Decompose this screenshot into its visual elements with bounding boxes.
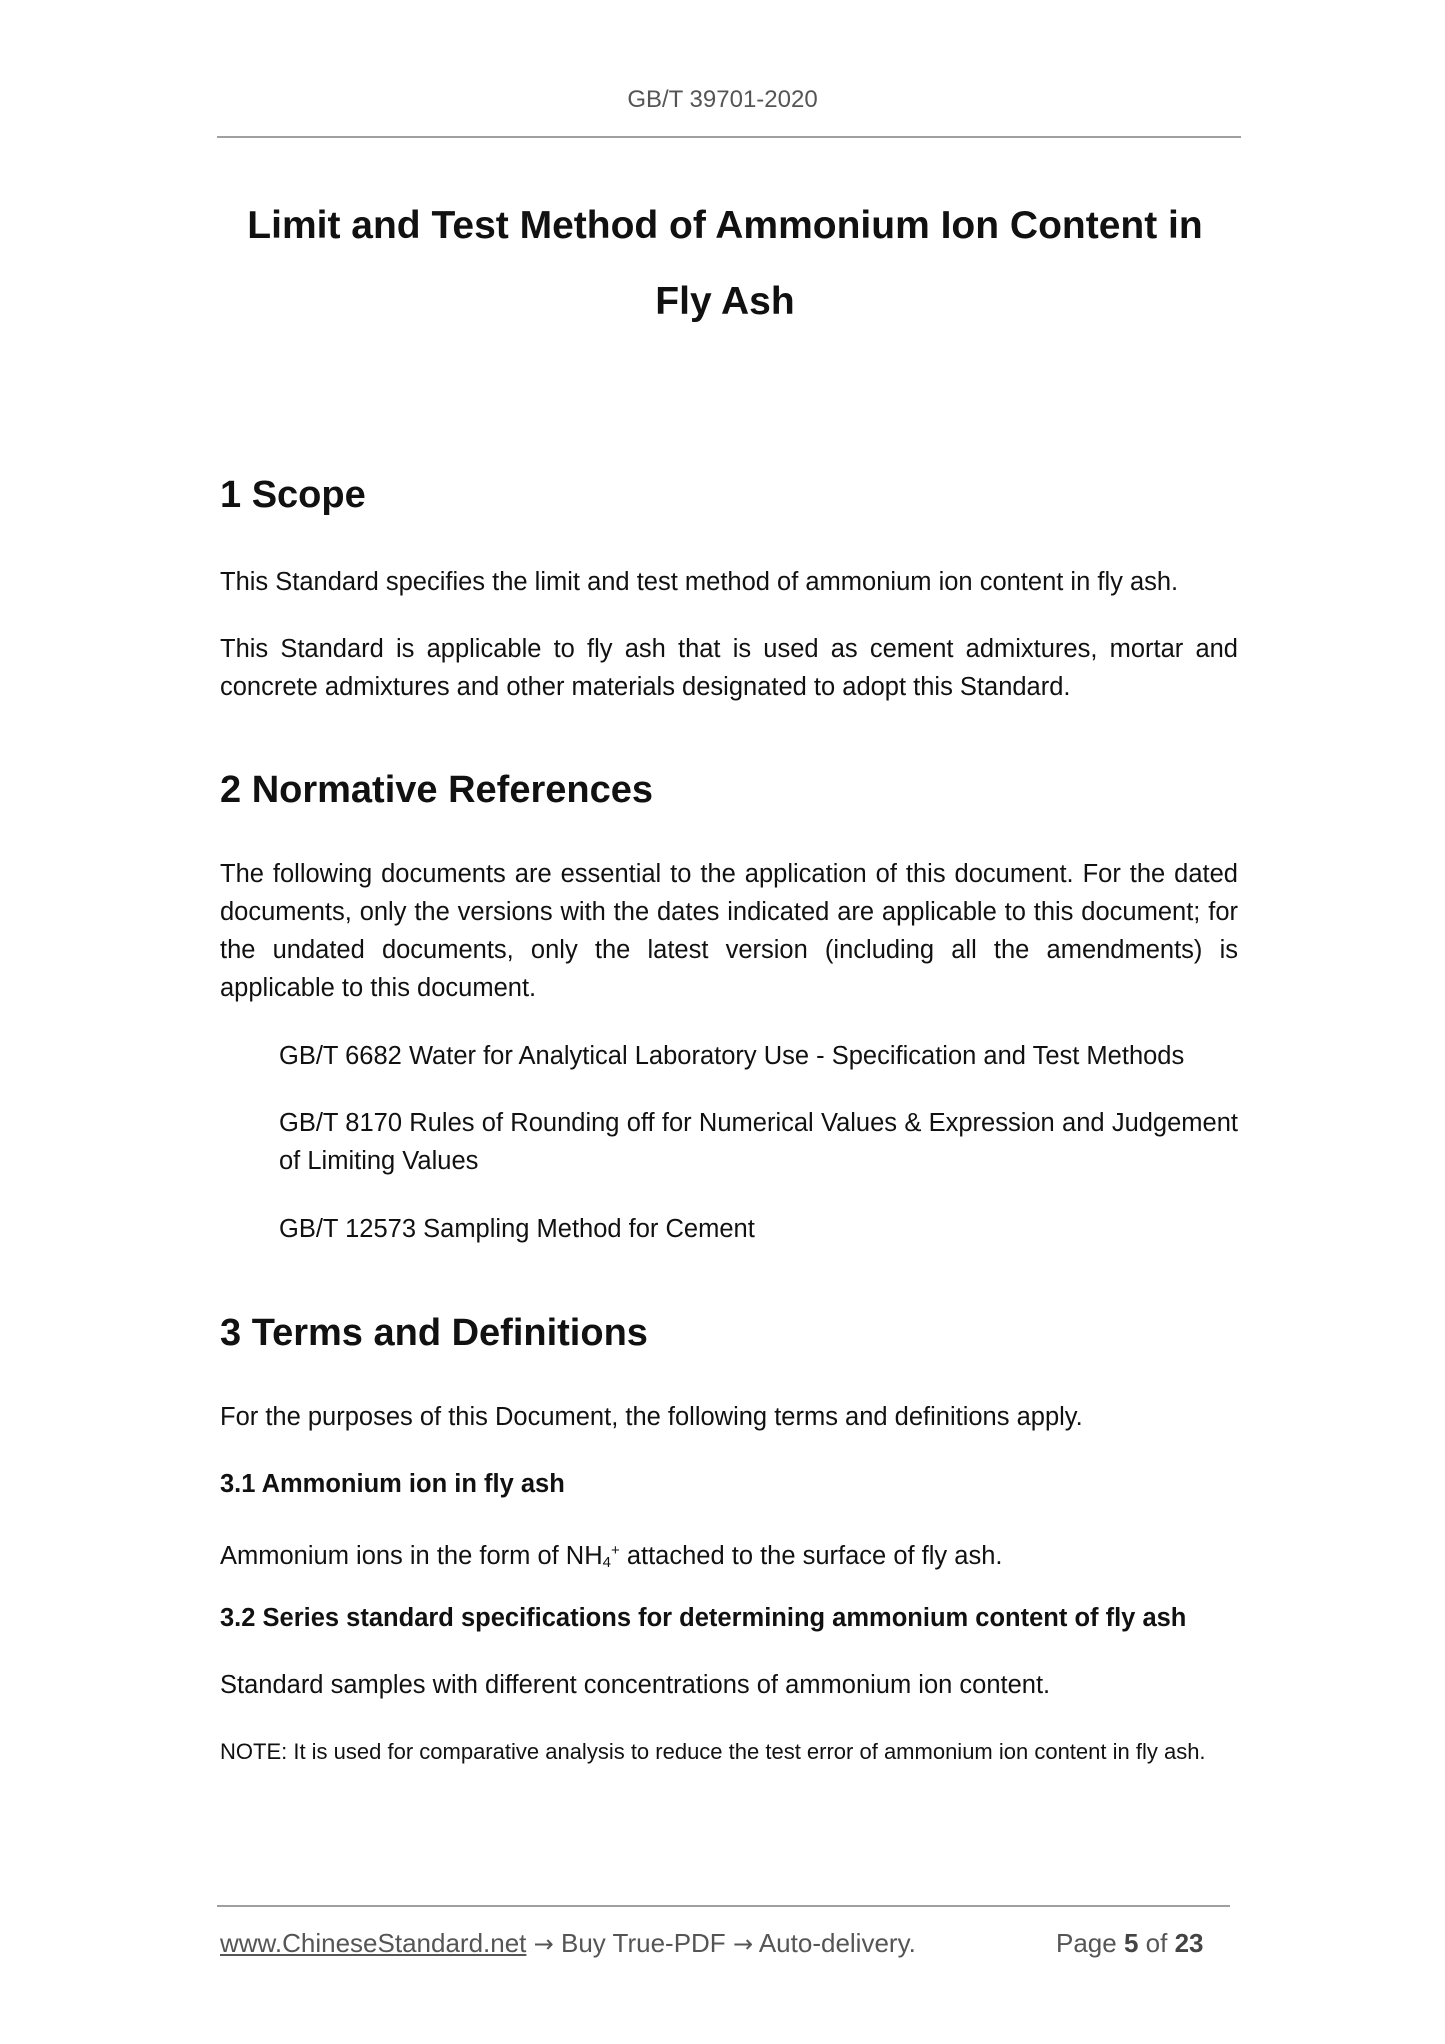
terms-section <box>220 1310 1238 1356</box>
scope-paragraph-2: This Standard is applicable to fly ash that is used as cement admixtures, mortar and concrete admixtures and other materials designated to adopt this Standard. <box>220 635 1238 701</box>
scope-p2-block <box>220 630 1238 706</box>
reference-2-block <box>220 1104 1238 1180</box>
references-intro: The following documents are essential to the application of this document. For the dated documents, only the versions with the dates indicated are applicable to this document; for the undated documents, only the latest version (including all the amendments) is applicable to this document. <box>220 860 1238 1002</box>
reference-item: GB/T 8170 Rules of Rounding off for Numerical Values & Expression and Judgement of Limiting Values <box>279 1109 1238 1175</box>
page-total: 23 <box>1174 1928 1204 1958</box>
term-2-heading-block <box>220 1599 1238 1637</box>
title-line-1: Limit and Test Method of Ammonium Ion Content in <box>247 204 1203 247</box>
header-divider <box>217 136 1241 138</box>
term-1-definition <box>220 1532 1238 1582</box>
website-link[interactable]: www.ChineseStandard.net <box>220 1928 527 1958</box>
references-section <box>220 767 1238 813</box>
references-heading: 2 Normative References <box>220 769 653 811</box>
reference-3-block <box>220 1210 1238 1248</box>
buy-text: Buy True-PDF <box>560 1928 726 1958</box>
terms-intro-block <box>220 1398 1238 1436</box>
term-1-heading-block <box>220 1465 1238 1503</box>
scope-heading: 1 Scope <box>220 474 366 516</box>
of-label: of <box>1145 1928 1168 1958</box>
reference-item: GB/T 12573 Sampling Method for Cement <box>279 1215 755 1243</box>
term-2-definition-block <box>220 1666 1238 1704</box>
delivery-text: Auto-delivery. <box>758 1928 916 1958</box>
page-indicator <box>1056 1926 1204 1960</box>
scope-paragraph-1: This Standard specifies the limit and test method of ammonium ion content in fly ash. <box>220 568 1179 596</box>
scope-section <box>220 472 1238 518</box>
title-line-2: Fly Ash <box>655 280 795 323</box>
footer-promo <box>220 1926 916 1961</box>
reference-item: GB/T 6682 Water for Analytical Laboratory Use - Specification and Test Methods <box>279 1042 1185 1070</box>
references-intro-block <box>220 855 1238 1007</box>
scope-p1-block <box>220 563 1238 601</box>
footer-divider <box>217 1905 1230 1907</box>
document-title <box>160 188 1290 340</box>
page-current: 5 <box>1123 1928 1139 1958</box>
term-1-heading: 3.1 Ammonium ion in fly ash <box>220 1470 565 1498</box>
reference-1-block <box>220 1037 1238 1075</box>
terms-intro: For the purposes of this Document, the following terms and definitions apply. <box>220 1403 1083 1431</box>
term-2-heading: 3.2 Series standard specifications for determining ammonium content of fly ash <box>220 1604 1187 1632</box>
page-label: Page <box>1056 1928 1117 1958</box>
header-doc-id: GB/T 39701-2020 <box>627 86 818 113</box>
term-1-text-end: attached to the surface of fly ash. <box>619 1542 1003 1570</box>
terms-heading: 3 Terms and Definitions <box>220 1312 648 1354</box>
term-1-definition-block <box>220 1532 1238 1582</box>
note-block <box>220 1733 1238 1771</box>
superscript-plus: + <box>610 1542 620 1559</box>
note-text: NOTE: It is used for comparative analysis to reduce the test error of ammonium ion content in fly ash. <box>220 1739 1206 1764</box>
arrow-right-icon: → <box>732 1930 754 1958</box>
arrow-right-icon: → <box>533 1930 554 1958</box>
subscript-4: 4 <box>602 1554 611 1571</box>
term-2-definition: Standard samples with different concentrations of ammonium ion content. <box>220 1671 1051 1699</box>
term-1-text-start: Ammonium ions in the form of NH <box>220 1542 603 1570</box>
